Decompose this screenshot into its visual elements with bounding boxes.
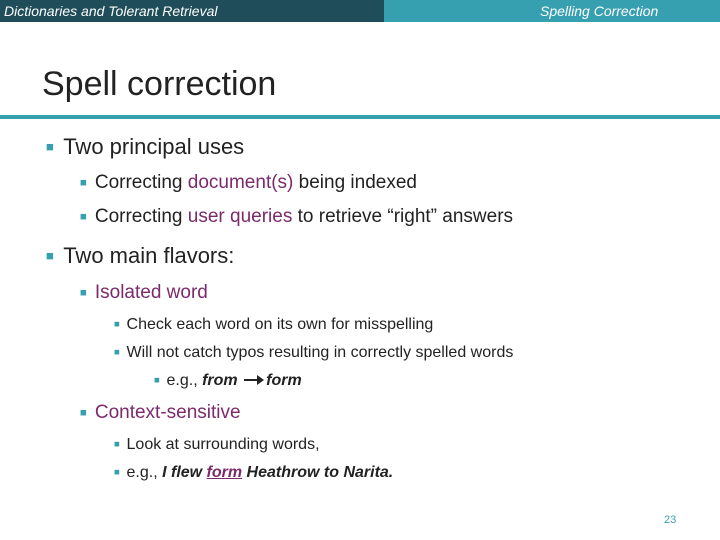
- bullet-text: Context-sensitive: [94, 402, 241, 423]
- square-bullet-icon: ■: [114, 347, 120, 359]
- bullet-correcting-queries: [80, 206, 513, 228]
- title-divider: [0, 115, 720, 119]
- bullet-text-pre: Correcting: [94, 172, 188, 193]
- bullet-correcting-documents: [80, 172, 417, 194]
- bullet-text: Two principal uses: [63, 134, 245, 159]
- bullet-text: Check each word on its own for misspelling: [126, 316, 434, 333]
- example-prefix: e.g.,: [166, 372, 203, 389]
- square-bullet-icon: ■: [154, 375, 160, 387]
- header-bar: [0, 0, 720, 22]
- bullet-text-pre: Correcting: [94, 206, 188, 227]
- bullet-text: Look at surrounding words,: [126, 436, 320, 453]
- bullet-text: Two main flavors:: [63, 243, 235, 268]
- bullet-check-each-word: [114, 316, 433, 334]
- example-prefix: e.g.,: [126, 464, 163, 481]
- bullet-main-flavors: [46, 243, 234, 269]
- bullet-example-from-form: [154, 372, 302, 390]
- bullet-surrounding-words: [114, 436, 320, 454]
- square-bullet-icon: ■: [46, 139, 54, 155]
- bullet-context-sensitive: [80, 402, 241, 424]
- example-sentence-end: Heathrow to Narita.: [242, 464, 394, 481]
- square-bullet-icon: ■: [114, 467, 120, 479]
- bullet-text-post: being indexed: [293, 172, 417, 193]
- bullet-text-post: to retrieve “right” answers: [292, 206, 514, 227]
- square-bullet-icon: ■: [46, 248, 54, 264]
- header-course-title: Dictionaries and Tolerant Retrieval: [0, 0, 384, 22]
- square-bullet-icon: ■: [80, 286, 87, 299]
- square-bullet-icon: ■: [80, 176, 87, 189]
- square-bullet-icon: ■: [114, 319, 120, 331]
- slide-title: Spell correction: [42, 65, 277, 103]
- square-bullet-icon: ■: [114, 439, 120, 451]
- example-from: from: [202, 372, 238, 389]
- bullet-isolated-word: [80, 282, 208, 304]
- bullet-principal-uses: [46, 134, 244, 160]
- right-arrow-icon: [243, 374, 265, 386]
- bullet-text: Isolated word: [94, 282, 208, 303]
- bullet-example-sentence: [114, 464, 393, 482]
- highlight-term: document(s): [187, 172, 294, 193]
- example-sentence-start: I flew: [162, 464, 207, 481]
- bullet-text: Will not catch typos resulting in correctly spelled words: [126, 344, 514, 361]
- square-bullet-icon: ■: [80, 406, 87, 419]
- example-typo-word: form: [206, 464, 243, 481]
- bullet-will-not-catch: [114, 344, 513, 362]
- highlight-term: user queries: [187, 206, 293, 227]
- header-section-title: Spelling Correction: [540, 3, 659, 19]
- example-to: form: [266, 372, 302, 389]
- page-number: 23: [664, 514, 677, 526]
- header-section-panel: [384, 0, 720, 22]
- square-bullet-icon: ■: [80, 210, 87, 223]
